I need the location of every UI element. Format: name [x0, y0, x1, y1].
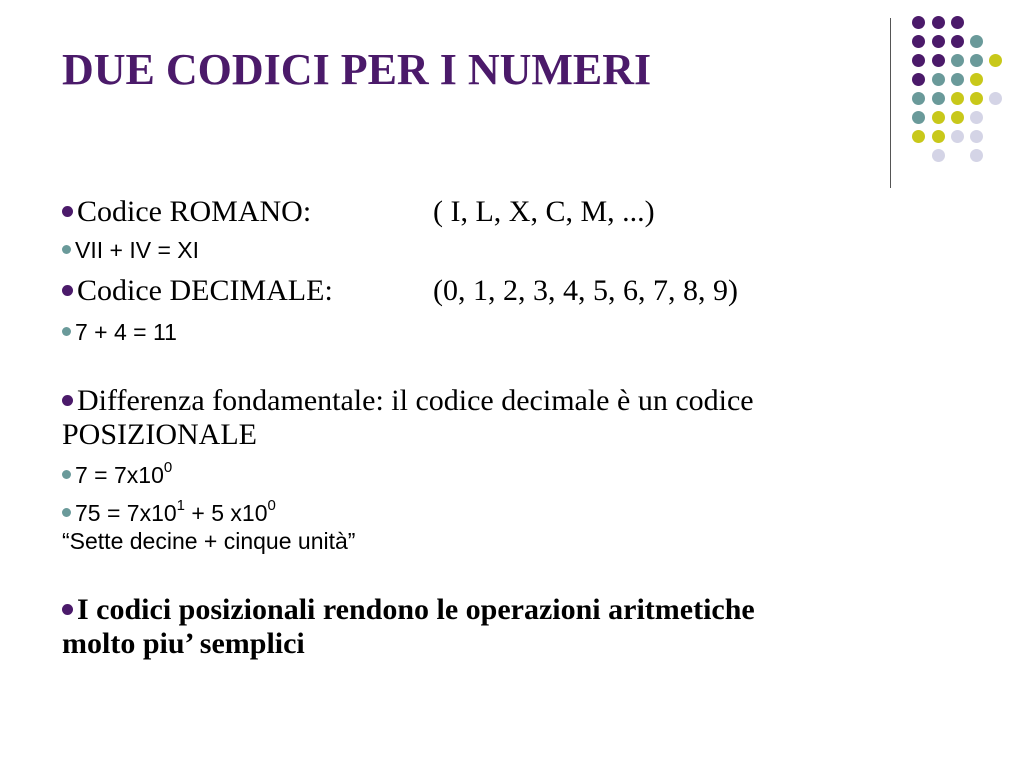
bullet-decimale-example: [62, 319, 177, 346]
decorative-dot: [970, 149, 983, 162]
ex2-exponent1: 1: [176, 497, 186, 515]
bullet-dot-icon: [62, 604, 73, 615]
slide-title: DUE CODICI PER I NUMERI: [62, 45, 652, 94]
decorative-dot: [970, 130, 983, 143]
bullet-dot-icon: [62, 508, 71, 517]
decorative-dot: [932, 149, 945, 162]
decorative-dot: [932, 130, 945, 143]
bullet-codice-decimale: [62, 274, 738, 308]
bullet-codice-romano: [62, 195, 655, 229]
bullet-example-75: [62, 497, 276, 527]
decorative-dot: [912, 111, 925, 124]
bullet-example-7: [62, 459, 173, 489]
decorative-dot-grid: [0, 0, 1024, 200]
bullet-dot-icon: [62, 395, 73, 406]
decorative-dot: [951, 73, 964, 86]
decorative-dot: [970, 73, 983, 86]
decorative-dot: [912, 73, 925, 86]
decorative-dot: [912, 16, 925, 29]
ex2-exponent2: 0: [267, 497, 276, 515]
decorative-dot: [951, 92, 964, 105]
decorative-dot: [951, 35, 964, 48]
decorative-dot: [951, 54, 964, 67]
bullet-dot-icon: [62, 470, 71, 479]
bullet-conclusion: [62, 593, 755, 627]
bullet-romano-example: [62, 237, 199, 264]
romano-example: VII + IV = XI: [75, 237, 200, 263]
decorative-dot: [970, 54, 983, 67]
bullet-dot-icon: [62, 285, 73, 296]
ex2-caption: “Sette decine + cinque unità”: [62, 528, 356, 554]
bullet-dot-icon: [62, 327, 71, 336]
ex1-base: 7 = 7x10: [75, 462, 164, 488]
bullet-dot-icon: [62, 245, 71, 254]
decorative-dot: [951, 130, 964, 143]
differenza-line2: POSIZIONALE: [62, 418, 257, 451]
decorative-dot: [912, 92, 925, 105]
ex2-part1: 75 = 7x10: [75, 500, 177, 526]
decorative-dot: [932, 54, 945, 67]
romano-values: ( I, L, X, C, M, ...): [433, 195, 655, 228]
differenza-line1: Differenza fondamentale: il codice decimale è un codice: [77, 384, 754, 417]
decimale-values: (0, 1, 2, 3, 4, 5, 6, 7, 8, 9): [433, 274, 738, 307]
decorative-dot: [932, 73, 945, 86]
decorative-dot: [951, 16, 964, 29]
bullet-dot-icon: [62, 206, 73, 217]
decorative-dot: [932, 16, 945, 29]
decorative-dot: [970, 92, 983, 105]
bullet-differenza: [62, 384, 754, 418]
decorative-dot: [932, 111, 945, 124]
decorative-dot: [989, 54, 1002, 67]
ex2-part2: + 5 x10: [185, 500, 268, 526]
decorative-dot: [932, 92, 945, 105]
decorative-dot: [912, 54, 925, 67]
romano-label: Codice ROMANO:: [77, 195, 312, 228]
ex1-exponent: 0: [163, 459, 173, 477]
decorative-dot: [912, 35, 925, 48]
decorative-dot: [970, 35, 983, 48]
decorative-dot: [989, 92, 1002, 105]
decorative-dot: [970, 111, 983, 124]
decorative-vertical-line: [890, 18, 891, 188]
decimale-label: Codice DECIMALE:: [77, 274, 333, 307]
conclusion-line1: I codici posizionali rendono le operazioni aritmetiche: [77, 593, 755, 626]
decimale-example: 7 + 4 = 11: [75, 319, 177, 345]
conclusion-line2: molto piu’ semplici: [62, 627, 305, 660]
decorative-dot: [951, 111, 964, 124]
decorative-dot: [912, 130, 925, 143]
decorative-dot: [932, 35, 945, 48]
